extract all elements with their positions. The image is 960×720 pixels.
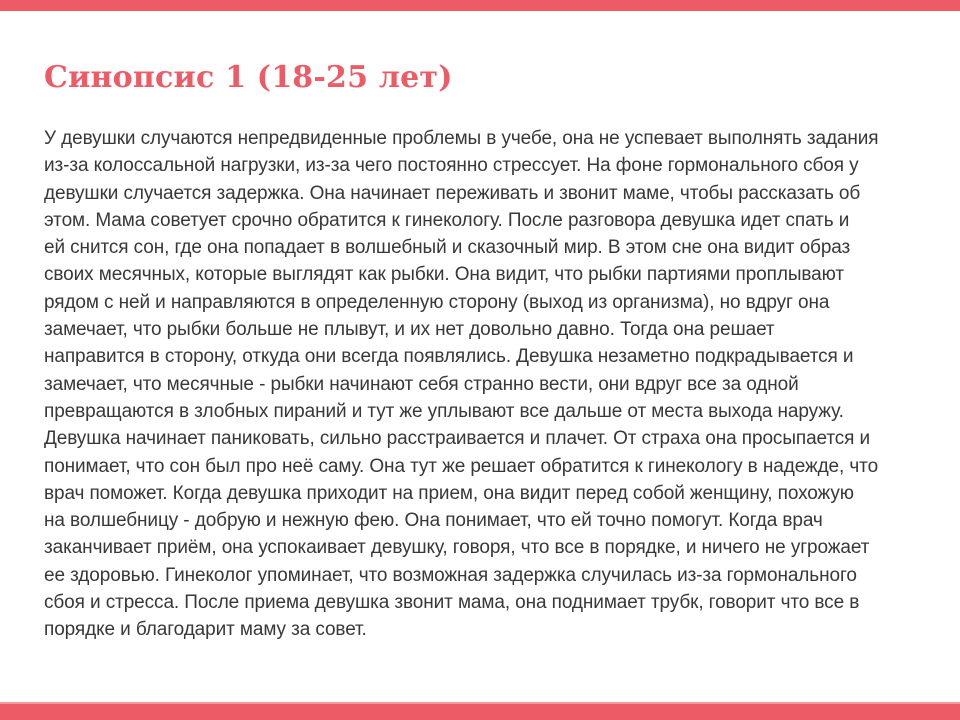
body-line: ей снится сон, где она попадает в волшебный и сказочный мир. В этом сне она видит образ [44,237,851,259]
body-line: порядке и благодарит маму за совет. [44,619,367,641]
body-line: из-за колоссальной нагрузки, из-за чего постоянно стрессует. На фоне гормонального сбоя у [44,155,859,177]
body-line: сбоя и стресса. После приема девушка звонит мама, она поднимает трубк, говорит что все в [44,592,860,614]
bottom-accent-bar [0,702,960,720]
body-line: Девушка начинает паниковать, сильно расстраивается и плачет. От страха она просыпается и [44,428,871,450]
body-line: понимает, что сон был про неё саму. Она тут же решает обратится к гинекологу в надежде, что [44,455,879,477]
page-title: Синопсис 1 (18-25 лет) [44,60,453,95]
body-line: У девушки случаются непредвиденные проблемы в учебе, она не успевает выполнять задания [44,128,879,149]
body-line: ее здоровью. Гинеколог упоминает, что возможная задержка случилась из-за гормонального [44,564,857,586]
body-line: врач поможет. Когда девушка приходит на прием, она видит перед собой женщину, похожую [44,482,854,504]
body-line: на волшебницу - добрую и нежную фею. Она понимает, что ей точно помогут. Когда врач [44,510,823,532]
top-accent-bar [0,0,960,11]
body-line: заканчивает приём, она успокаивает девушку, говоря, что все в порядке, и ничего не угрожает [44,537,870,559]
body-line: направится в сторону, откуда они всегда появлялись. Девушка незаметно подкрадывается и [44,346,854,368]
body-line: рядом с ней и направляются в определенную сторону (выход из организма), но вдруг она [44,291,830,313]
body-line: замечает, что месячные - рыбки начинают себя странно вести, они вдруг все за одной [44,373,799,395]
body-line: своих месячных, которые выглядят как рыбки. Она видит, что рыбки партиями проплывают [44,264,844,286]
body-line: превращаются в злобных пираний и тут же уплывают все дальше от места выхода наружу. [44,400,844,422]
body-line: замечает, что рыбки больше не плывут, и их нет довольно давно. Тогда она решает [44,319,775,341]
body-line: этом. Мама советует срочно обратится к гинекологу. После разговора девушка идет спать и [44,209,850,231]
body-line: девушки случается задержка. Она начинает переживать и звонит маме, чтобы рассказать об [44,182,861,204]
body-paragraph [44,125,934,644]
